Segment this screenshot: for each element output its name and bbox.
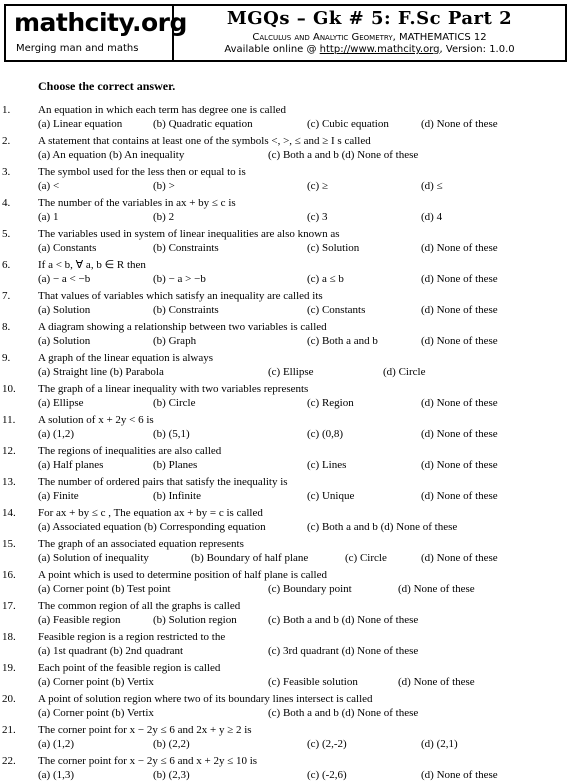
answer-option[interactable]: (c) 3 <box>307 211 328 223</box>
answer-option[interactable]: (b) (5,1) <box>153 428 190 440</box>
answer-option[interactable]: (a) Solution of inequality <box>38 552 149 564</box>
answer-option[interactable]: (d) (2,1) <box>421 738 458 750</box>
answer-option[interactable]: (c) Unique <box>307 490 355 502</box>
online-suffix: , Version: 1.0.0 <box>439 44 515 55</box>
question-number: 16. <box>2 569 16 581</box>
document-header <box>4 4 567 62</box>
answer-option[interactable]: (a) Feasible region <box>38 614 121 626</box>
question-text: Each point of the feasible region is called <box>38 662 221 674</box>
answer-option[interactable]: (c) Both a and b (d) None of these <box>268 149 419 161</box>
answer-option[interactable]: (a) Corner point (b) Test point <box>38 583 171 595</box>
answer-option[interactable]: (c) (0,8) <box>307 428 344 440</box>
answer-option[interactable]: (d) None of these <box>421 304 498 316</box>
question-number: 10. <box>2 383 16 395</box>
answer-option[interactable]: (b) Solution region <box>153 614 237 626</box>
answer-option[interactable]: (a) Linear equation <box>38 118 123 130</box>
answer-option[interactable]: (a) Half planes <box>38 459 104 471</box>
question-number: 14. <box>2 507 16 519</box>
question-number: 19. <box>2 662 16 674</box>
answer-option[interactable]: (b) Graph <box>153 335 197 347</box>
question-text: The number of the variables in ax + by ≤ c is <box>38 197 236 209</box>
answer-option[interactable]: (b) > <box>153 180 175 192</box>
answer-option[interactable]: (d) None of these <box>421 118 498 130</box>
question-number: 8. <box>2 321 11 333</box>
answer-option[interactable]: (d) None of these <box>421 397 498 409</box>
answer-option[interactable]: (d) 4 <box>421 211 443 223</box>
answer-option[interactable]: (b) − a > −b <box>153 273 206 285</box>
answer-option[interactable]: (c) Feasible solution <box>268 676 358 688</box>
page-title: MGQs – Gk # 5: F.Sc Part 2 <box>226 8 513 29</box>
answer-option[interactable]: (c) Solution <box>307 242 360 254</box>
answer-option[interactable]: (b) Infinite <box>153 490 201 502</box>
answer-option[interactable]: (a) Corner point (b) Vertix <box>38 707 154 719</box>
question-number: 22. <box>2 755 16 767</box>
answer-option[interactable]: (a) Ellipse <box>38 397 84 409</box>
question-text: If a < b, ∀ a, b ∈ R then <box>38 259 146 271</box>
answer-option[interactable]: (a) Finite <box>38 490 79 502</box>
answer-option[interactable]: (d) None of these <box>398 583 475 595</box>
question-number: 18. <box>2 631 16 643</box>
question-number: 12. <box>2 445 16 457</box>
answer-option[interactable]: (c) Cubic equation <box>307 118 389 130</box>
logo-box <box>6 6 187 60</box>
answer-option[interactable]: (d) None of these <box>398 676 475 688</box>
answer-option[interactable]: (d) Circle <box>383 366 426 378</box>
question-text: A point of solution region where two of its boundary lines intersect is called <box>38 693 373 705</box>
question-text: The number of ordered pairs that satisfy the inequality is <box>38 476 288 488</box>
answer-option[interactable]: (b) (2,3) <box>153 769 190 781</box>
question-text: The symbol used for the less then or equal to is <box>38 166 246 178</box>
answer-option[interactable]: (a) 1 <box>38 211 59 223</box>
answer-option[interactable]: (c) Lines <box>307 459 347 471</box>
answer-option[interactable]: (d) None of these <box>421 428 498 440</box>
answer-option[interactable]: (a) Corner point (b) Vertix <box>38 676 154 688</box>
question-text: A point which is used to determine position of half plane is called <box>38 569 327 581</box>
answer-option[interactable]: (a) − a < −b <box>38 273 91 285</box>
answer-option[interactable]: (a) Constants <box>38 242 97 254</box>
availability-line <box>172 44 567 55</box>
website-link[interactable]: http://www.mathcity.org <box>319 44 440 55</box>
answer-option[interactable]: (b) Planes <box>153 459 198 471</box>
question-text: A diagram showing a relationship between two variables is called <box>38 321 327 333</box>
answer-option[interactable]: (d) None of these <box>421 335 498 347</box>
answer-option[interactable]: (a) Straight line (b) Parabola <box>38 366 164 378</box>
answer-option[interactable]: (d) None of these <box>421 242 498 254</box>
answer-option[interactable]: (d) None of these <box>421 490 498 502</box>
answer-option[interactable]: (c) (2,-2) <box>307 738 347 750</box>
answer-option[interactable]: (c) (-2,6) <box>307 769 347 781</box>
answer-option[interactable]: (c) Region <box>307 397 354 409</box>
answer-option[interactable]: (c) ≥ <box>307 180 328 192</box>
question-number: 7. <box>2 290 11 302</box>
page-subtitle: Calculus and Analytic Geometry, MATHEMATICS 12 <box>252 32 487 43</box>
tagline: Merging man and maths <box>16 43 139 54</box>
question-number: 13. <box>2 476 16 488</box>
question-text: An equation in which each term has degree one is called <box>38 104 287 116</box>
answer-option[interactable]: (a) (1,2) <box>38 738 75 750</box>
question-text: The graph of an associated equation represents <box>38 538 244 550</box>
question-text: The variables used in system of linear inequalities are also known as <box>38 228 340 240</box>
answer-option[interactable]: (d) ≤ <box>421 180 443 192</box>
answer-option[interactable]: (a) (1,2) <box>38 428 75 440</box>
answer-option[interactable]: (d) None of these <box>421 459 498 471</box>
answer-option[interactable]: (c) Both a and b (d) None of these <box>268 614 419 626</box>
question-text: That values of variables which satisfy an inequality are called its <box>38 290 323 302</box>
question-number: 21. <box>2 724 16 736</box>
answer-option[interactable]: (c) a ≤ b <box>307 273 344 285</box>
question-text: A solution of x + 2y < 6 is <box>38 414 154 426</box>
answer-option[interactable]: (c) Constants <box>307 304 366 316</box>
answer-option[interactable]: (b) Constraints <box>153 304 219 316</box>
question-text: A graph of the linear equation is always <box>38 352 214 364</box>
answer-option[interactable]: (c) Circle <box>345 552 387 564</box>
online-prefix: Available online @ <box>224 44 320 55</box>
answer-option[interactable]: (b) Constraints <box>153 242 219 254</box>
answer-option[interactable]: (b) Quadratic equation <box>153 118 253 130</box>
answer-option[interactable]: (b) Boundary of half plane <box>191 552 309 564</box>
answer-option[interactable]: (b) Circle <box>153 397 196 409</box>
answer-option[interactable]: (c) Ellipse <box>268 366 314 378</box>
question-number: 4. <box>2 197 11 209</box>
question-number: 11. <box>2 414 16 426</box>
question-text: The graph of a linear inequality with two variables represents <box>38 383 309 395</box>
logo: mathcity.org <box>14 8 187 37</box>
answer-option[interactable]: (a) Solution <box>38 335 91 347</box>
answer-option[interactable]: (c) Both a and b <box>307 335 378 347</box>
question-number: 20. <box>2 693 16 705</box>
question-number: 17. <box>2 600 16 612</box>
answer-option[interactable]: (a) An equation (b) An inequality <box>38 149 185 161</box>
question-text: Feasible region is a region restricted to the <box>38 631 226 643</box>
answer-option[interactable]: (b) (2,2) <box>153 738 190 750</box>
answer-option[interactable]: (d) None of these <box>421 769 498 781</box>
answer-option[interactable]: (a) Solution <box>38 304 91 316</box>
question-number: 6. <box>2 259 11 271</box>
answer-option[interactable]: (c) Boundary point <box>268 583 352 595</box>
answer-option[interactable]: (c) Both a and b (d) None of these <box>268 707 419 719</box>
question-text: The regions of inequalities are also called <box>38 445 222 457</box>
question-number: 3. <box>2 166 11 178</box>
question-text: For ax + by ≤ c , The equation ax + by = c is called <box>38 507 263 519</box>
instruction: Choose the correct answer. <box>38 79 176 93</box>
answer-option[interactable]: (a) < <box>38 180 60 192</box>
answer-option[interactable]: (d) None of these <box>421 273 498 285</box>
answer-option[interactable]: (a) Associated equation (b) Corresponding equation <box>38 521 266 533</box>
answer-option[interactable]: (a) 1st quadrant (b) 2nd quadrant <box>38 645 184 657</box>
question-text: A statement that contains at least one of the symbols <, >, ≤ and ≥ I s called <box>38 135 371 147</box>
question-number: 1. <box>2 104 11 116</box>
question-text: The common region of all the graphs is called <box>38 600 241 612</box>
answer-option[interactable]: (b) 2 <box>153 211 175 223</box>
question-number: 9. <box>2 352 11 364</box>
question-number: 15. <box>2 538 16 550</box>
answer-option[interactable]: (d) None of these <box>421 552 498 564</box>
question-number: 5. <box>2 228 11 240</box>
question-number: 2. <box>2 135 11 147</box>
answer-option[interactable]: (c) Both a and b (d) None of these <box>307 521 458 533</box>
question-text: The corner point for x − 2y ≤ 6 and x + 2y ≤ 10 is <box>38 755 258 767</box>
answer-option[interactable]: (a) (1,3) <box>38 769 75 781</box>
answer-option[interactable]: (c) 3rd quadrant (d) None of these <box>268 645 419 657</box>
question-text: The corner point for x − 2y ≤ 6 and 2x + y ≥ 2 is <box>38 724 252 736</box>
